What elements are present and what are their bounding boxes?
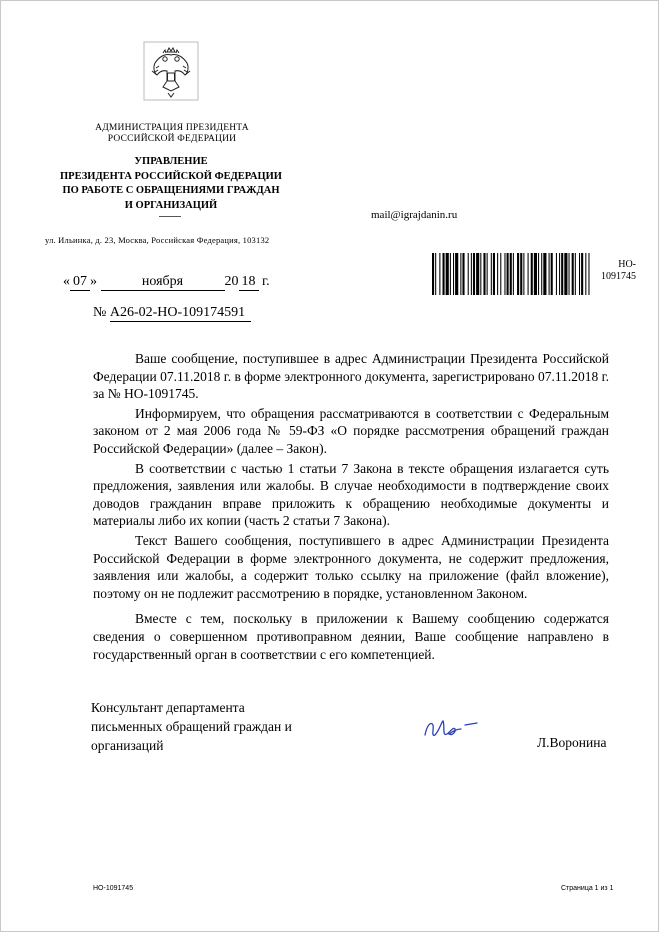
barcode-bar (534, 253, 537, 295)
footer-doc-id: НО-1091745 (93, 885, 134, 892)
barcode-bar (507, 253, 509, 295)
barcode-bar (493, 253, 495, 295)
barcode-bar (446, 253, 449, 295)
header-divider (159, 216, 181, 217)
footer-page-info: Страница 1 из 1 (561, 885, 614, 892)
barcode-bar (531, 253, 533, 295)
barcode-label-line: НО- (618, 259, 636, 270)
signer-title-line: организаций (91, 738, 164, 753)
barcode-bar (513, 253, 514, 295)
body-paragraph: Информируем, что обращения рассматриваются в соответствии с Федеральным законом от 2 мая 2006 года № 59-ФЗ «О порядке рассмотрения обращений граждан Российской Федерации» (далее – Закон). (93, 405, 609, 456)
document-date (63, 274, 270, 291)
barcode-bar (551, 253, 553, 295)
barcode-bar (569, 253, 570, 295)
barcode-bar (538, 253, 539, 295)
barcode-bar (455, 253, 458, 295)
barcode-bar (572, 253, 574, 295)
signer-title-line: Консультант департамента (91, 700, 245, 715)
signer-title (91, 698, 331, 755)
barcode-bar (483, 253, 485, 295)
signer-name: Л.Воронина (537, 735, 607, 750)
admin-line: РОССИЙСКОЙ ФЕДЕРАЦИИ (107, 134, 237, 144)
barcode-bar (588, 253, 589, 295)
body-paragraph: Вместе с тем, поскольку в приложении к Вашему сообщению содержатся сведения о совершенном противоправном деянии, Ваше сообщение направлено в государственный орган в соответствии с его компетенцией. (93, 611, 609, 662)
barcode-bar (450, 253, 451, 295)
date-year-abbr: г. (262, 274, 270, 289)
barcode-bar (439, 253, 440, 295)
body-paragraph: В соответствии с частью 1 статьи 7 Закона в тексте обращения излагается суть предложения, заявления или жалобы. В случае необходимости в подтверждение своих доводов гражданин вправе приложить к обращению необходимые документы и материалы либо их копии (часть 2 статьи 7 Закона). (93, 460, 609, 529)
barcode-bar (585, 253, 586, 295)
coat-of-arms-emblem (143, 41, 199, 101)
admin-line: АДМИНИСТРАЦИЯ ПРЕЗИДЕНТА (95, 123, 249, 133)
department-line: ПРЕЗИДЕНТА РОССИЙСКОЙ ФЕДЕРАЦИИ (60, 170, 282, 182)
barcode-bar (453, 253, 454, 295)
body-paragraph: Ваше сообщение, поступившее в адрес Администрации Президента Российской Федерации 07.11.2018 г. в форме электронного документа, зарегистрировано 07.11.2018 г. за № НО-1091745. (93, 351, 610, 402)
handwritten-signature (419, 713, 483, 745)
registration-number (93, 305, 251, 322)
barcode-bar (432, 253, 434, 295)
barcode-bar (549, 253, 550, 295)
department-line: И ОРГАНИЗАЦИЙ (124, 199, 218, 211)
barcode-bar (462, 253, 464, 295)
sender-address: ул. Ильинка, д. 23, Москва, Российская Федерация, 103132 (45, 235, 270, 245)
barcode-bar (487, 253, 488, 295)
barcode-label (601, 259, 636, 282)
number-sign: № (93, 305, 107, 320)
barcode-bar (579, 253, 580, 295)
registration-number-value: А26-02-НО-109174591 (110, 305, 251, 322)
barcode-bar (559, 253, 560, 295)
barcode-bar (520, 253, 522, 295)
barcode-bar (468, 253, 469, 295)
barcode-bar (480, 253, 481, 295)
barcode-bar (581, 253, 583, 295)
signer-title-line: письменных обращений граждан и (91, 719, 292, 734)
recipient-email: mail@igrajdanin.ru (371, 209, 458, 221)
department-line: ПО РАБОТЕ С ОБРАЩЕНИЯМИ ГРАЖДАН (62, 185, 280, 196)
barcode-bar (476, 253, 479, 295)
barcode-bar (460, 253, 461, 295)
department-line: УПРАВЛЕНИЕ (134, 156, 208, 167)
barcode-bar (517, 253, 519, 295)
barcode-bar (561, 253, 563, 295)
barcode-label-line: 1091745 (601, 270, 636, 282)
barcode-bar (443, 253, 445, 295)
date-year-prefix: 20 (224, 274, 239, 289)
date-day: 07 (70, 274, 90, 291)
barcode-bar (528, 253, 529, 295)
barcode-bar (510, 253, 512, 295)
date-month: ноября (101, 274, 225, 291)
barcode-bar (564, 253, 567, 295)
barcode-bar (491, 253, 492, 295)
barcode-bar (523, 253, 524, 295)
barcode-bar (575, 253, 576, 295)
barcode-bar (504, 253, 505, 295)
administration-name (61, 123, 283, 145)
barcode-bar (471, 253, 472, 295)
department-name (53, 155, 289, 213)
barcode-bar (556, 253, 557, 295)
barcode (431, 253, 591, 295)
barcode-bar (543, 253, 546, 295)
barcode-bar (473, 253, 475, 295)
barcode-bar (500, 253, 501, 295)
date-open-quote: « (63, 274, 70, 289)
date-close-quote: » (90, 274, 97, 289)
barcode-bar (497, 253, 498, 295)
date-year-suffix: 18 (239, 274, 259, 291)
body-paragraph: Текст Вашего сообщения, поступившего в адрес Администрации Президента Российской Федерации в форме электронного документа, не содержит предложения, заявления или жалобы, а содержит только ссылку на приложение (файл вложение), поэтому он не подлежит рассмотрению в порядке, установленном Законом. (93, 532, 609, 601)
letter-body (93, 350, 609, 663)
barcode-bar (435, 253, 436, 295)
barcode-bar (541, 253, 542, 295)
